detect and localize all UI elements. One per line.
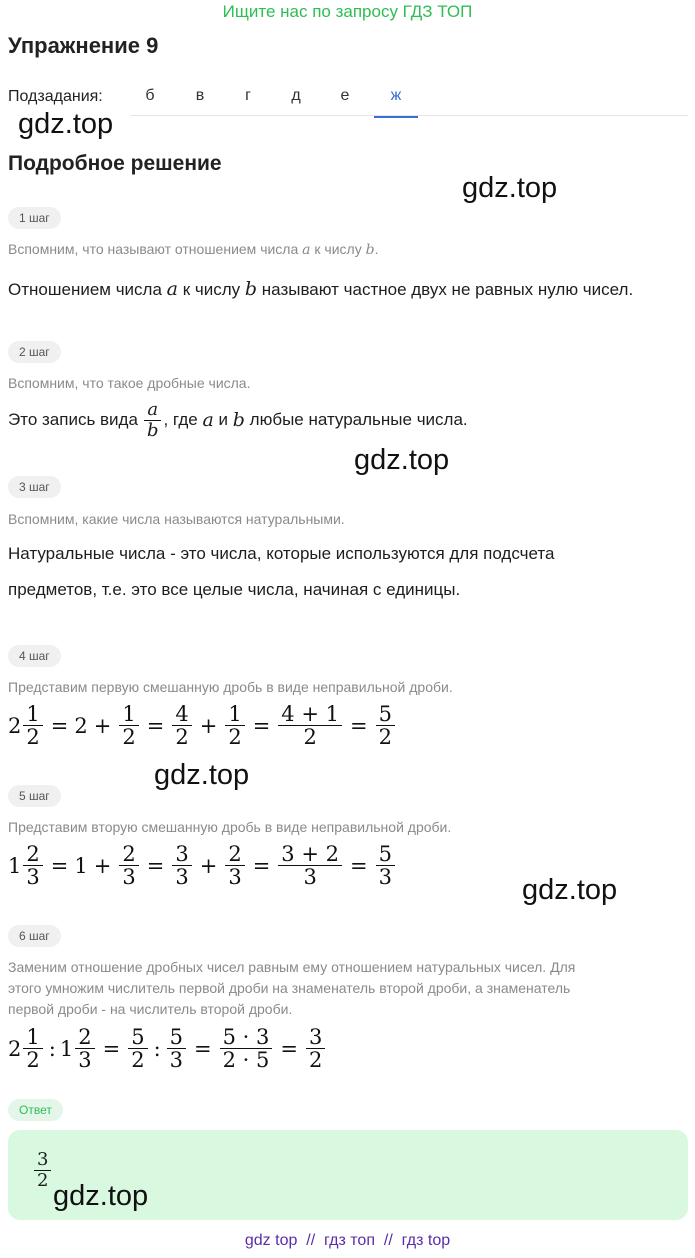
numerator: 1 — [23, 703, 42, 726]
denominator: b — [146, 419, 159, 441]
section-title: Подробное решение — [8, 152, 222, 175]
step-badge: 3 шаг — [8, 476, 61, 498]
numerator: 3 — [172, 843, 191, 866]
page-title: Упражнение 9 — [8, 33, 159, 58]
equals-sign: = — [280, 1036, 298, 1061]
step-text-part: Отношением числа — [8, 280, 162, 299]
numerator: 4 — [172, 703, 191, 726]
colon-sign: : — [153, 1036, 161, 1061]
step-text — [8, 278, 688, 300]
watermark: gdz.top — [522, 874, 618, 906]
fraction — [376, 703, 395, 748]
denominator: 2 — [303, 725, 317, 749]
fraction — [119, 703, 138, 748]
whole-part: 1 — [74, 853, 88, 878]
numerator: 1 — [23, 1026, 42, 1049]
step-hint: Вспомним, что такое дробные числа. — [8, 375, 251, 391]
fraction — [23, 1026, 42, 1071]
colon-sign: : — [48, 1036, 56, 1061]
step-badge: 5 шаг — [8, 785, 61, 807]
fraction — [167, 1026, 186, 1071]
equals-sign: = — [194, 1036, 212, 1061]
fraction — [128, 1026, 147, 1071]
formula-step5 — [8, 843, 397, 888]
numerator: 2 — [225, 843, 244, 866]
watermark: gdz.top — [354, 444, 450, 476]
var-b: b — [365, 242, 375, 258]
fraction — [376, 843, 395, 888]
answer-badge: Ответ — [8, 1099, 63, 1121]
denominator: 3 — [26, 865, 40, 889]
step-text-part: к числу — [182, 280, 241, 299]
tab-d[interactable]: д — [291, 87, 301, 104]
step-text: предметов, т.е. это все целые числа, начиная с единицы. — [8, 580, 461, 599]
footer-links[interactable]: gdz top // гдз топ // гдз top — [244, 1232, 451, 1249]
hint-line: этого умножим числитель первой дроби на знаменатель второй дроби, а знаменатель — [8, 980, 571, 996]
denominator: 2 — [122, 725, 136, 749]
denominator: 3 — [378, 865, 392, 889]
tab-v[interactable]: в — [195, 87, 205, 104]
hint-text: Вспомним, что называют отношением числа — [8, 241, 299, 257]
equals-sign: = — [349, 853, 368, 878]
numerator: 4 + 1 — [278, 703, 342, 726]
denominator: 2 — [175, 725, 189, 749]
numerator: 3 + 2 — [278, 843, 342, 866]
fraction-a-b — [144, 400, 162, 441]
whole-part: 2 — [74, 713, 88, 738]
numerator: 1 — [225, 703, 244, 726]
plus-sign: + — [93, 853, 112, 878]
fraction — [75, 1026, 94, 1071]
numerator: 1 — [119, 703, 138, 726]
plus-sign: + — [199, 713, 218, 738]
denominator: 3 — [175, 865, 189, 889]
denominator: 2 — [378, 725, 392, 749]
fraction — [278, 843, 342, 888]
numerator: 5 · 3 — [220, 1026, 273, 1049]
tab-g[interactable]: г — [245, 87, 251, 104]
fraction — [119, 843, 138, 888]
step-badge: 2 шаг — [8, 341, 61, 363]
equals-sign: = — [102, 1036, 121, 1061]
step-text-part: Это запись вида — [8, 410, 138, 429]
step-text-part: , где — [163, 410, 198, 429]
equals-sign: = — [349, 713, 368, 738]
fraction — [225, 843, 244, 888]
step-hint — [8, 957, 688, 1020]
step-hint: Вспомним, какие числа называются натуральными. — [8, 511, 345, 527]
var-a: a — [166, 278, 178, 300]
numerator: a — [144, 400, 161, 421]
var-b: b — [232, 409, 245, 431]
step-text-part: любые натуральные числа. — [249, 410, 468, 429]
hint-text: к числу — [314, 241, 362, 257]
denominator: 3 — [303, 865, 317, 889]
denominator: 3 — [169, 1048, 184, 1072]
whole-part: 2 — [8, 713, 22, 738]
whole-part: 2 — [8, 1036, 22, 1061]
denominator: 3 — [122, 865, 136, 889]
equals-sign: = — [50, 853, 69, 878]
numerator: 5 — [376, 843, 395, 866]
hint-line: первой дроби - на числитель второй дроби. — [8, 1001, 293, 1017]
whole-part: 1 — [59, 1036, 74, 1061]
denominator: 3 — [78, 1048, 92, 1072]
tab-b[interactable]: б — [145, 87, 155, 104]
equals-sign: = — [252, 713, 271, 738]
watermark: gdz.top — [154, 759, 250, 791]
numerator: 5 — [167, 1026, 186, 1049]
equals-sign: = — [252, 853, 271, 878]
answer-fraction — [34, 1150, 51, 1191]
fraction — [306, 1026, 325, 1071]
hint-line: Заменим отношение дробных чисел равным ему отношением натуральных чисел. Для — [8, 959, 576, 975]
step-text-part: и — [218, 410, 229, 429]
tab-e[interactable]: е — [340, 87, 350, 104]
answer-box — [8, 1130, 688, 1220]
step-text-part: называют частное двух не равных нулю чисел. — [261, 280, 634, 299]
var-a: a — [302, 242, 311, 258]
step-badge: 6 шаг — [8, 925, 61, 947]
numerator: 3 — [306, 1026, 325, 1049]
denominator: 2 — [131, 1048, 145, 1072]
var-b: b — [244, 278, 258, 300]
fraction — [172, 843, 191, 888]
search-hint-link[interactable]: Ищите нас по запросу ГДЗ ТОП — [222, 2, 473, 21]
hint-text: . — [374, 241, 379, 257]
whole-part: 1 — [8, 853, 22, 878]
fraction — [23, 703, 42, 748]
numerator: 5 — [376, 703, 395, 726]
numerator: 5 — [128, 1026, 147, 1049]
step-badge: 4 шаг — [8, 645, 61, 667]
step-text — [8, 396, 688, 444]
fraction — [225, 703, 244, 748]
formula-step4 — [8, 703, 397, 748]
plus-sign: + — [93, 713, 112, 738]
denominator: 2 — [308, 1048, 323, 1072]
tab-zh[interactable]: ж — [374, 86, 418, 118]
numerator: 3 — [34, 1150, 51, 1171]
fraction — [220, 1026, 273, 1071]
watermark: gdz.top — [18, 108, 114, 140]
step-badge: 1 шаг — [8, 207, 61, 229]
step-hint: Представим первую смешанную дробь в виде неправильной дроби. — [8, 679, 453, 695]
var-a: a — [202, 409, 214, 431]
numerator: 2 — [75, 1026, 94, 1049]
equals-sign: = — [146, 713, 165, 738]
numerator: 2 — [119, 843, 138, 866]
denominator: 2 — [228, 725, 242, 749]
watermark: gdz.top — [462, 172, 558, 204]
fraction — [23, 843, 42, 888]
fraction — [172, 703, 191, 748]
denominator: 2 — [37, 1170, 49, 1191]
formula-step6 — [8, 1026, 327, 1071]
step-text: Натуральные числа - это числа, которые используются для подсчета — [8, 544, 555, 563]
denominator: 2 — [26, 725, 40, 749]
denominator: 2 · 5 — [222, 1048, 270, 1072]
equals-sign: = — [50, 713, 69, 738]
step-hint — [8, 239, 688, 261]
fraction — [278, 703, 342, 748]
plus-sign: + — [199, 853, 218, 878]
numerator: 2 — [23, 843, 42, 866]
denominator: 2 — [26, 1048, 40, 1072]
step-hint: Представим вторую смешанную дробь в виде неправильной дроби. — [8, 819, 452, 835]
watermark: gdz.top — [53, 1180, 149, 1212]
denominator: 3 — [228, 865, 242, 889]
equals-sign: = — [146, 853, 165, 878]
subtasks-label: Подзадания: — [8, 88, 103, 105]
